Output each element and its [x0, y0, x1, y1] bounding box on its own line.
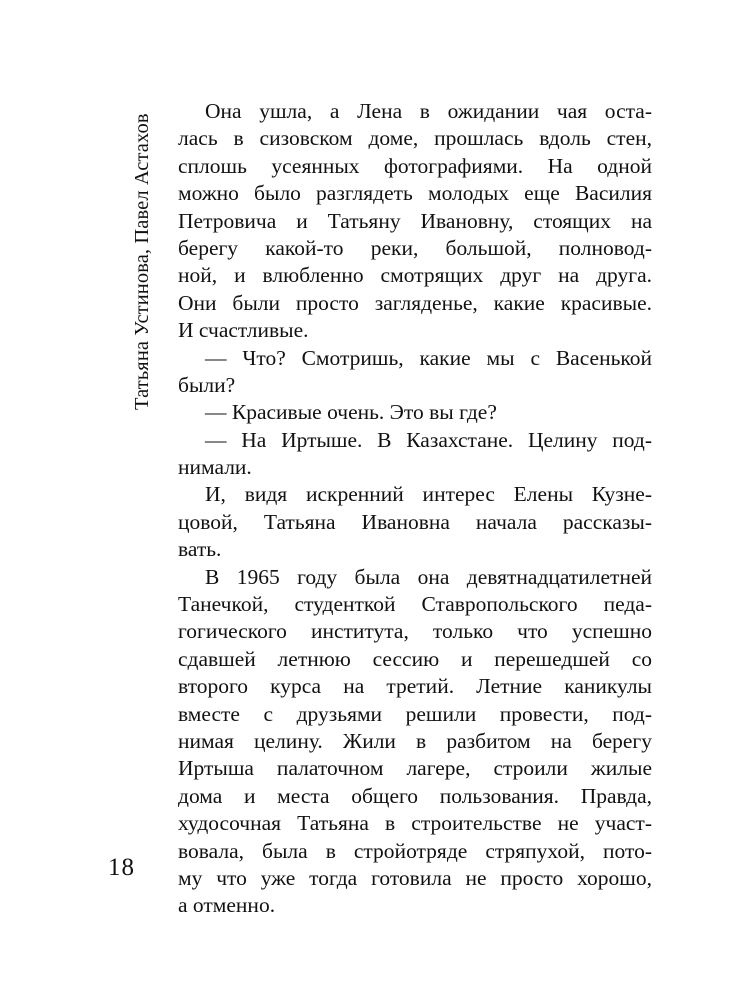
text-line: ной, и влюбленно смотрящих друг на друга. [178, 263, 652, 288]
text-line: гогического института, только что успешно [178, 619, 652, 644]
text-line: му что уже тогда готовила не просто хорошо, [178, 865, 652, 890]
running-head [131, 100, 153, 410]
text-line: Она ушла, а Лена в ожидании чая оста- [205, 99, 652, 123]
text-line: И, видя искренний интерес Елены Кузне- [205, 482, 652, 507]
text-line: И счастливые. [178, 318, 309, 343]
text-line: Петровича и Татьяну Ивановну, стоящих на [178, 208, 652, 233]
body-text [178, 98, 652, 920]
page-number: 18 [108, 854, 135, 881]
running-head-text: Татьяна Устинова, Павел Астахов [131, 113, 153, 410]
text-line: Танечкой, студенткой Ставропольского педа- [178, 592, 652, 617]
text-line: вместе с друзьями решили провести, под- [178, 701, 652, 726]
text-line: вовала, была в стройотряде стряпухой, пото- [178, 838, 652, 863]
text-line: дома и места общего пользования. Правда, [178, 783, 652, 808]
text-line: — Красивые очень. Это вы где? [205, 400, 497, 425]
text-line: нимали. [178, 455, 252, 480]
text-line: сдавшей летнюю сессию и перешедшей со [178, 646, 652, 671]
text-line: — На Иртыше. В Казахстане. Целину под- [205, 427, 652, 452]
text-line: нимая целину. Жили в разбитом на берегу [178, 728, 652, 753]
text-line: были? [178, 372, 236, 397]
text-line: В 1965 году была она девятнадцатилетней [205, 564, 652, 589]
text-line: берегу какой-то реки, большой, полновод- [178, 235, 652, 260]
text-line: Иртыша палаточном лагере, строили жилые [178, 756, 652, 781]
text-line: второго курса на третий. Летние каникулы [178, 674, 652, 699]
text-line: цовой, Татьяна Ивановна начала рассказы- [178, 509, 652, 534]
text-line: лась в сизовском доме, прошлась вдоль стен, [178, 126, 652, 151]
text-line: сплошь усеянных фотографиями. На одной [178, 153, 652, 178]
text-line: можно было разглядеть молодых еще Василия [178, 181, 652, 206]
text-line: худосочная Татьяна в строительстве не участ- [178, 811, 652, 836]
text-line: — Что? Смотришь, какие мы с Васенькой [205, 345, 652, 370]
text-line: а отменно. [178, 893, 276, 918]
text-line: Они были просто загляденье, какие красивые. [178, 290, 652, 315]
text-line: вать. [178, 537, 222, 562]
